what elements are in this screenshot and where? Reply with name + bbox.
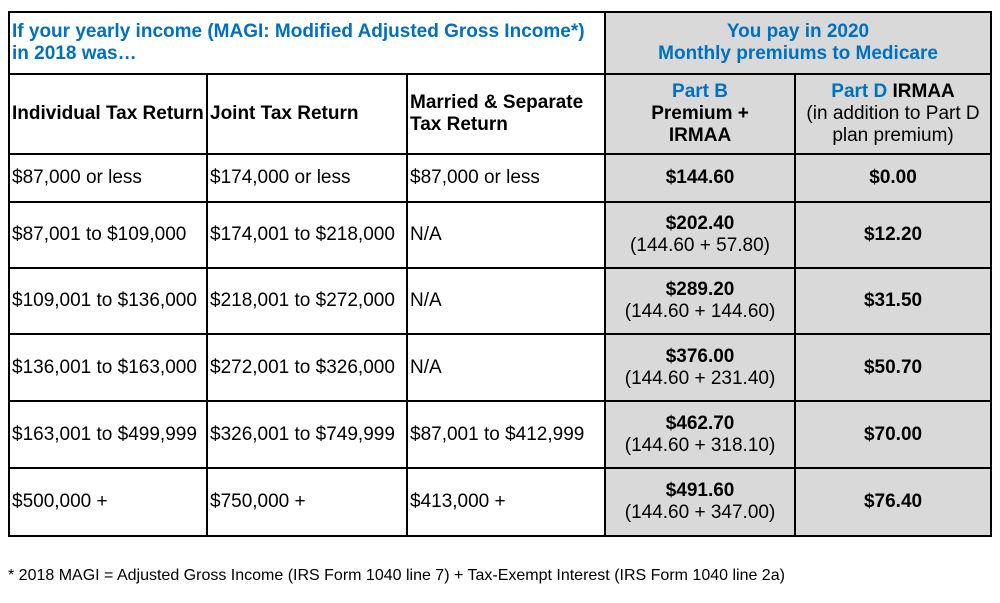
table-row bbox=[9, 334, 991, 401]
column-header-row bbox=[9, 74, 991, 154]
table-row bbox=[9, 468, 991, 536]
col-joint-tax-return: Joint Tax Return bbox=[207, 74, 407, 154]
cell-individual: $87,001 to $109,000 bbox=[9, 202, 207, 268]
magi-footnote: * 2018 MAGI = Adjusted Gross Income (IRS Form 1040 line 7) + Tax-Exempt Interest (IRS Form 1040 line 2a) bbox=[8, 567, 785, 584]
col-part-b bbox=[605, 74, 795, 154]
cell-part-b bbox=[605, 268, 795, 334]
part-b-calculation: (144.60 + 318.10) bbox=[624, 434, 776, 456]
cell-individual: $136,001 to $163,000 bbox=[9, 334, 207, 401]
part-b-irmaa-label: IRMAA bbox=[668, 125, 732, 146]
part-b-amount: $289.20 bbox=[665, 279, 735, 300]
part-b-calculation: (144.60 + 231.40) bbox=[624, 367, 776, 389]
part-d-heading bbox=[798, 81, 988, 103]
cell-individual: $87,000 or less bbox=[9, 154, 207, 202]
cell-part-b bbox=[605, 334, 795, 401]
table-row bbox=[9, 202, 991, 268]
cell-individual: $163,001 to $499,999 bbox=[9, 401, 207, 468]
cell-married: $413,000 + bbox=[407, 468, 605, 536]
part-b-title: Part B bbox=[672, 81, 729, 102]
cell-individual: $109,001 to $136,000 bbox=[9, 268, 207, 334]
cell-part-d: $31.50 bbox=[795, 268, 991, 334]
cell-individual: $500,000 + bbox=[9, 468, 207, 536]
premium-header-line2: Monthly premiums to Medicare bbox=[658, 43, 938, 64]
cell-part-b bbox=[605, 468, 795, 536]
col-married-separate-tax-return: Married & Separate Tax Return bbox=[407, 74, 605, 154]
cell-joint: $326,001 to $749,999 bbox=[207, 401, 407, 468]
cell-part-d: $0.00 bbox=[795, 154, 991, 202]
part-d-irmaa-label: IRMAA bbox=[887, 81, 955, 102]
cell-married: N/A bbox=[407, 334, 605, 401]
table-row bbox=[9, 268, 991, 334]
income-question-header: If your yearly income (MAGI: Modified Adjusted Gross Income*) in 2018 was… bbox=[9, 12, 605, 74]
cell-part-d: $12.20 bbox=[795, 202, 991, 268]
cell-joint: $272,001 to $326,000 bbox=[207, 334, 407, 401]
cell-part-b bbox=[605, 401, 795, 468]
part-b-calculation: (144.60 + 144.60) bbox=[624, 301, 776, 322]
part-d-note: (in addition to Part D plan premium) bbox=[806, 103, 980, 146]
cell-married: N/A bbox=[407, 202, 605, 268]
col-part-d bbox=[795, 74, 991, 154]
table-row bbox=[9, 154, 991, 202]
part-d-title: Part D bbox=[831, 81, 888, 102]
cell-joint: $750,000 + bbox=[207, 468, 407, 536]
part-b-amount: $491.60 bbox=[665, 480, 735, 501]
cell-married: $87,001 to $412,999 bbox=[407, 401, 605, 468]
part-b-amount: $202.40 bbox=[665, 213, 735, 234]
part-b-premium-label: Premium + bbox=[651, 103, 749, 124]
part-b-calculation: (144.60 + 57.80) bbox=[630, 235, 771, 256]
cell-joint: $174,001 to $218,000 bbox=[207, 202, 407, 268]
table-header-row bbox=[9, 12, 991, 74]
cell-joint: $174,000 or less bbox=[207, 154, 407, 202]
irmaa-table bbox=[8, 11, 992, 537]
cell-part-d: $50.70 bbox=[795, 334, 991, 401]
cell-married: $87,000 or less bbox=[407, 154, 605, 202]
premium-header bbox=[605, 12, 991, 74]
cell-part-b bbox=[605, 154, 795, 202]
part-b-amount: $462.70 bbox=[665, 412, 735, 434]
cell-part-d: $70.00 bbox=[795, 401, 991, 468]
cell-joint: $218,001 to $272,000 bbox=[207, 268, 407, 334]
part-b-calculation: (144.60 + 347.00) bbox=[624, 502, 776, 523]
col-individual-tax-return: Individual Tax Return bbox=[9, 74, 207, 154]
cell-part-d: $76.40 bbox=[795, 468, 991, 536]
cell-married: N/A bbox=[407, 268, 605, 334]
part-b-amount: $376.00 bbox=[665, 345, 735, 367]
premium-header-line1: You pay in 2020 bbox=[726, 21, 870, 42]
part-b-amount: $144.60 bbox=[665, 167, 735, 188]
cell-part-b bbox=[605, 202, 795, 268]
table-row bbox=[9, 401, 991, 468]
